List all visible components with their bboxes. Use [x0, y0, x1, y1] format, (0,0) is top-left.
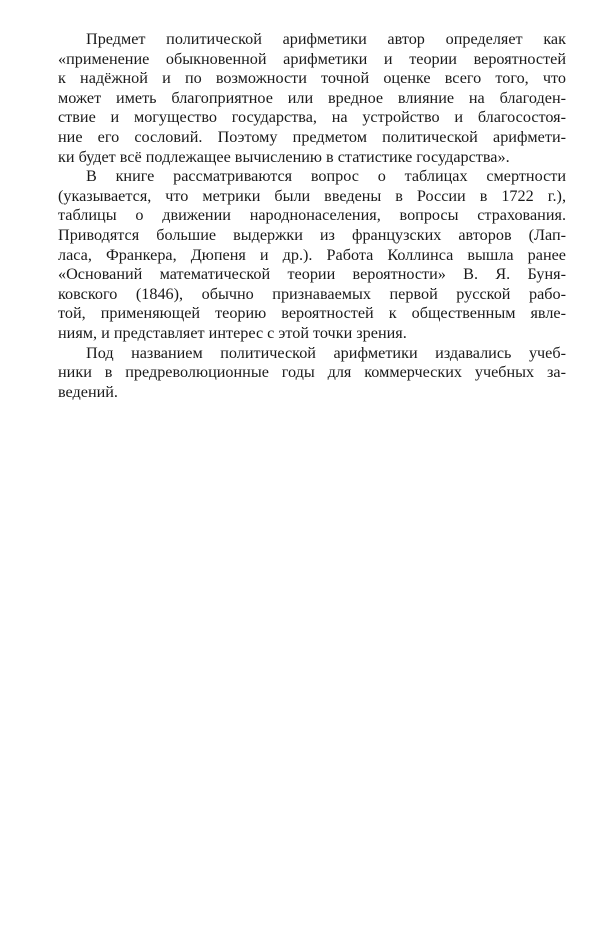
text-line: к надёжной и по возможности точной оценке всего того, что — [58, 69, 566, 88]
text-line: ники в предреволюционные годы для коммерческих учебных за- — [58, 363, 566, 382]
document-body — [58, 30, 566, 402]
paragraph — [58, 167, 566, 343]
text-line: ствие и могущество государства, на устройство и благосостоя- — [58, 108, 566, 127]
text-line: ние его сословий. Поэтому предметом политической арифмети- — [58, 127, 566, 146]
text-line: той, применяющей теорию вероятностей к общественным явле- — [58, 304, 566, 323]
text-line: ведений. — [58, 382, 118, 401]
text-line: В книге рассматриваются вопрос о таблицах смертности — [86, 167, 566, 186]
text-line: «Оснований математической теории вероятности» В. Я. Буня- — [58, 265, 566, 284]
text-line: Предмет политической арифметики автор определяет как — [86, 30, 566, 48]
text-line: Приводятся большие выдержки из французских авторов (Лап- — [58, 225, 566, 244]
text-line: «применение обыкновенной арифметики и теории вероятностей — [58, 49, 566, 68]
text-line: ковского (1846), обычно признаваемых первой русской рабо- — [58, 284, 566, 303]
text-line: ниям, и представляет интерес с этой точки зрения. — [58, 323, 407, 342]
text-line: ки будет всё подлежащее вычислению в статистике государства». — [58, 147, 510, 166]
text-line: ласа, Франкера, Дюпеня и др.). Работа Коллинса вышла ранее — [58, 245, 566, 264]
text-line: (указывается, что метрики были введены в России в 1722 г.), — [58, 186, 566, 205]
paragraph — [58, 344, 566, 403]
text-line: таблицы о движении народнонаселения, вопросы страхования. — [58, 206, 566, 225]
text-line: Под названием политической арифметики издавались учеб- — [86, 343, 566, 362]
text-line: может иметь благоприятное или вредное влияние на благоден- — [58, 88, 566, 107]
paragraph — [58, 30, 566, 167]
